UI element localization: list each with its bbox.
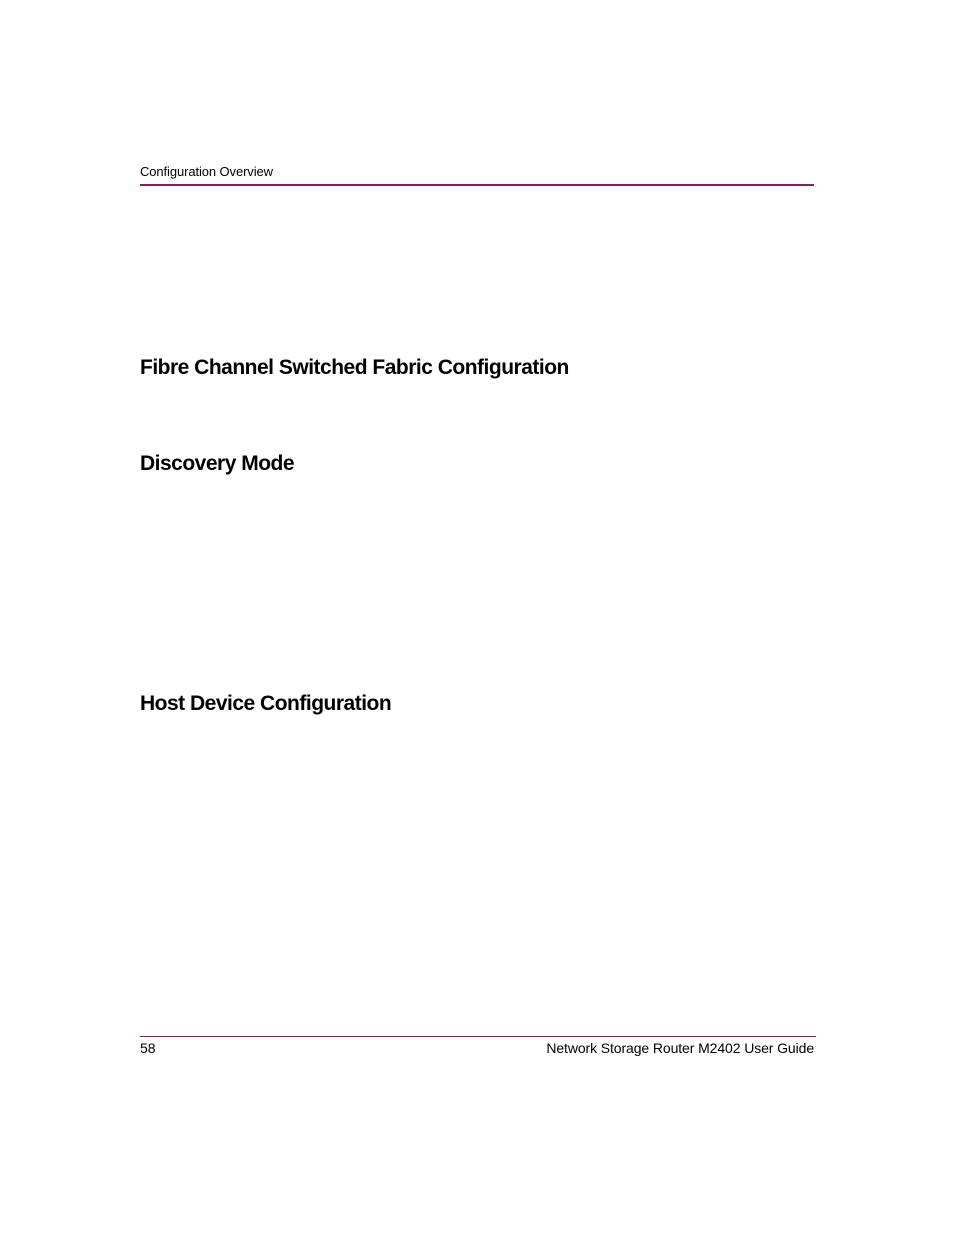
section-heading-host-device: Host Device Configuration	[140, 692, 392, 715]
section-heading-discovery-mode: Discovery Mode	[140, 452, 295, 475]
running-header-title: Configuration Overview	[140, 164, 273, 179]
page-number: 58	[140, 1040, 156, 1056]
footer-document-title: Network Storage Router M2402 User Guide	[546, 1040, 814, 1056]
footer-rule	[140, 1036, 816, 1037]
section-heading-fibre-channel: Fibre Channel Switched Fabric Configuration	[140, 356, 569, 379]
header-rule	[140, 184, 814, 186]
